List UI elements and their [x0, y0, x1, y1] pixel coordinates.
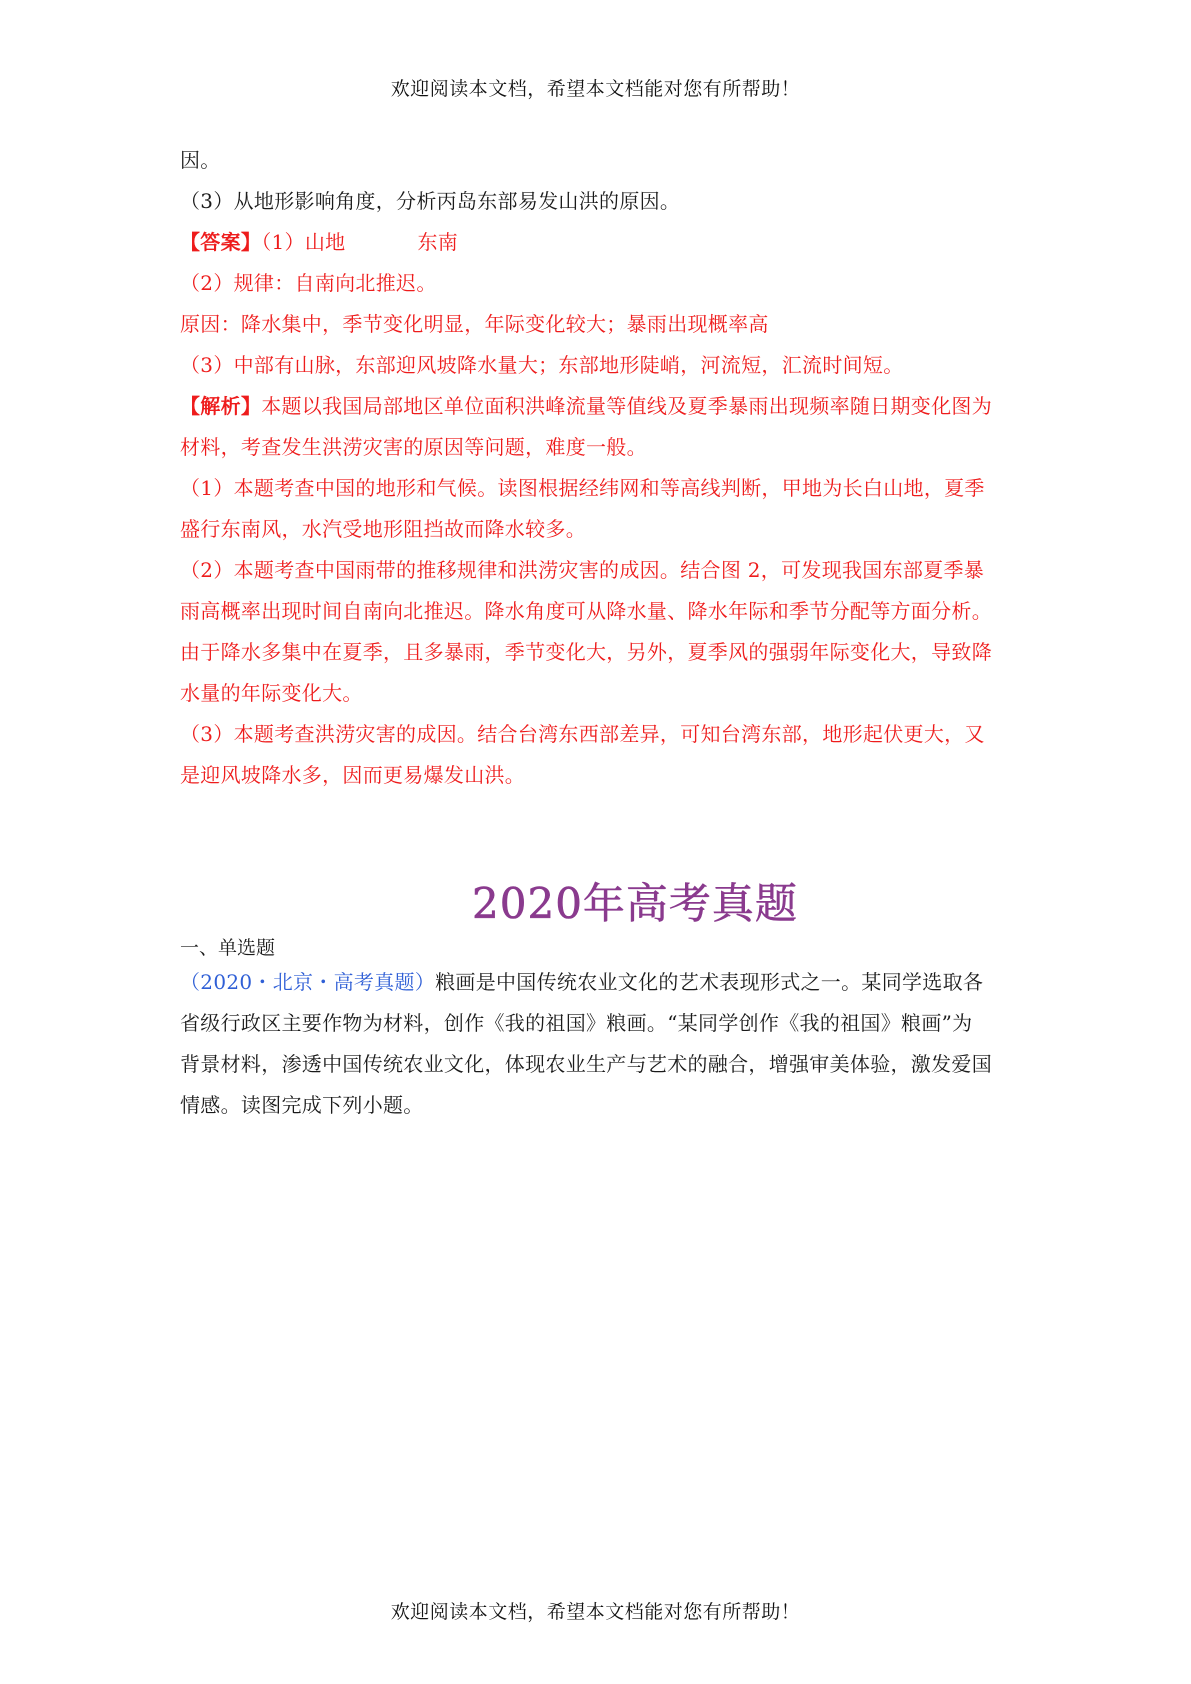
analysis-part-2-cont: 雨高概率出现时间自南向北推迟。降水角度可从降水量、降水年际和季节分配等方面分析。: [180, 599, 992, 623]
answer-line-4: （3）中部有山脉，东部迎风坡降水量大；东部地形陡峭，河流短，汇流时间短。: [180, 353, 904, 377]
analysis-intro: [180, 386, 1020, 427]
section-heading: 一、单选题: [180, 937, 276, 959]
question-line-2: 省级行政区主要作物为材料，创作《我的祖国》粮画。“某同学创作《我的祖国》粮画”为: [180, 1011, 973, 1035]
question-line-1: [180, 962, 1020, 1003]
answer-line-2: （2）规律：自南向北推迟。: [180, 271, 437, 295]
analysis-part-2-cont: 水量的年际变化大。: [180, 681, 363, 705]
document-body: [180, 140, 1020, 1126]
analysis-part-3: （3）本题考查洪涝灾害的成因。结合台湾东西部差异，可知台湾东部，地形起伏更大，又: [180, 722, 985, 746]
analysis-part-1-cont: 盛行东南风，水汽受地形阻挡故而降水较多。: [180, 517, 586, 541]
analysis-part-2: （2）本题考查中国雨带的推移规律和洪涝灾害的成因。结合图 2，可发现我国东部夏季暴: [180, 558, 985, 582]
question-3: （3）从地形影响角度，分析丙岛东部易发山洪的原因。: [180, 189, 681, 213]
analysis-part-3-cont: 是迎风坡降水多，因而更易爆发山洪。: [180, 763, 526, 787]
answer-part-1: （1）山地: [261, 230, 346, 254]
section-title: 2020年高考真题: [472, 879, 798, 928]
page-footer: 欢迎阅读本文档，希望本文档能对您有所帮助！: [390, 1601, 801, 1623]
answer-line-3: 原因：降水集中，季节变化明显，年际变化较大；暴雨出现概率高: [180, 312, 769, 336]
question-line-3: 背景材料，渗透中国传统农业文化，体现农业生产与艺术的融合，增强审美体验，激发爱国: [180, 1052, 992, 1076]
analysis-part-2-cont: 由于降水多集中在夏季，且多暴雨，季节变化大，另外，夏季风的强弱年际变化大，导致降: [180, 640, 992, 664]
question-text: 粮画是中国传统农业文化的艺术表现形式之一。某同学选取各: [435, 970, 984, 994]
text-line: 因。: [180, 148, 221, 172]
source-tag: （2020・北京・高考真题）: [180, 970, 436, 994]
page-header: 欢迎阅读本文档，希望本文档能对您有所帮助！: [390, 78, 801, 100]
question-line-4: 情感。读图完成下列小题。: [180, 1093, 424, 1117]
answer-part-2: 东南: [417, 230, 459, 254]
analysis-part-1: （1）本题考查中国的地形和气候。读图根据经纬网和等高线判断，甲地为长白山地，夏季: [180, 476, 985, 500]
analysis-intro-cont: 材料，考查发生洪涝灾害的原因等问题，难度一般。: [180, 435, 647, 459]
analysis-tag: 【解析】: [180, 394, 262, 418]
analysis-intro-text: 本题以我国局部地区单位面积洪峰流量等值线及夏季暴雨出现频率随日期变化图为: [261, 394, 993, 418]
answer-line-1: [180, 222, 1020, 263]
answer-tag: 【答案】: [180, 230, 262, 254]
